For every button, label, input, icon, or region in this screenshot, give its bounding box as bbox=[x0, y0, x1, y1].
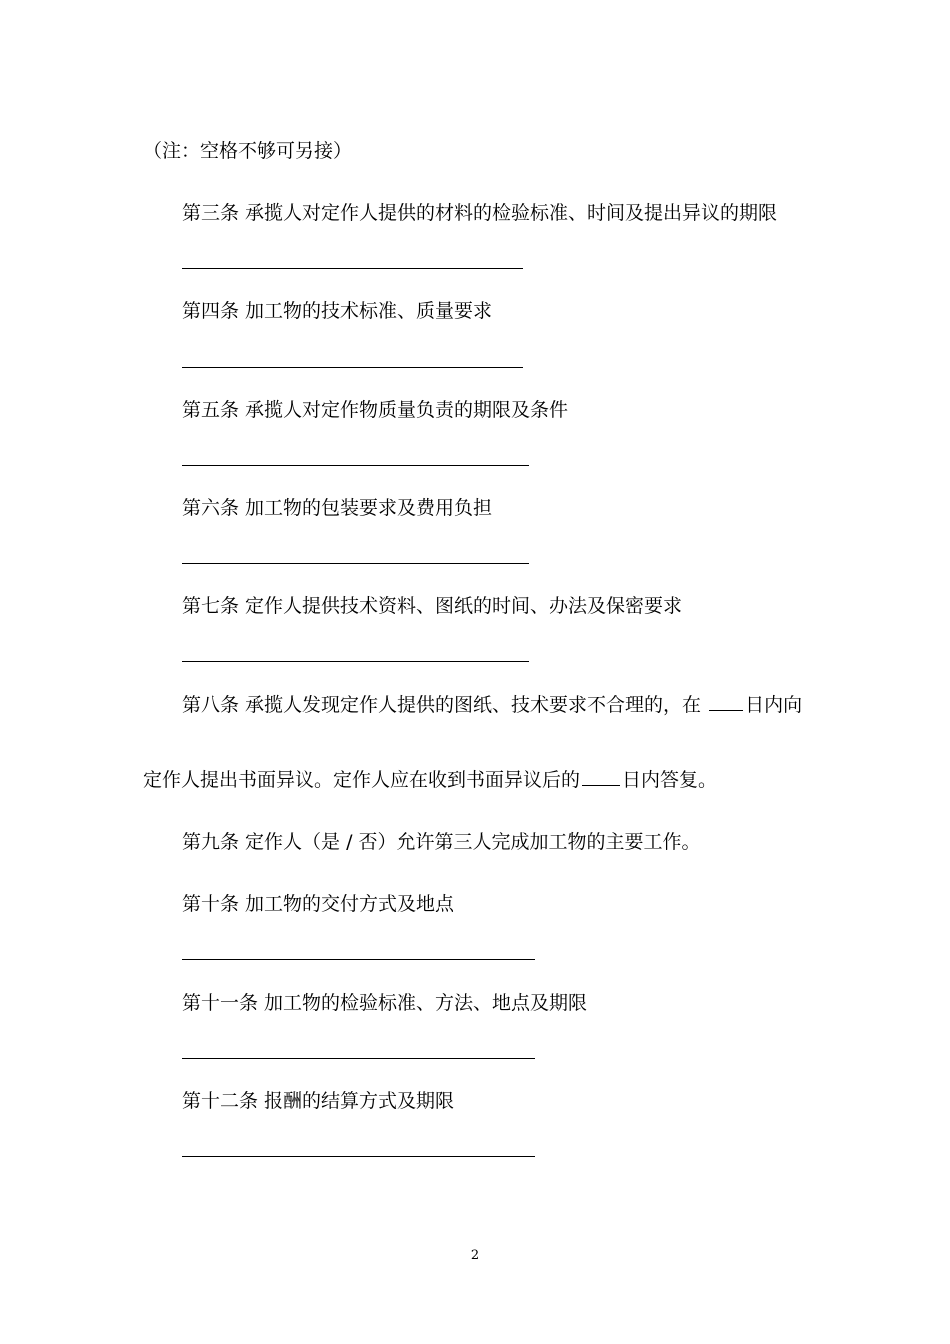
article-3: 第三条 承揽人对定作人提供的材料的检验标准、时间及提出异议的期限 bbox=[182, 202, 778, 224]
blank-line-article-10 bbox=[182, 959, 535, 960]
blank-line-article-12 bbox=[182, 1156, 535, 1157]
blank-line-article-7 bbox=[182, 661, 529, 662]
days-blank-1 bbox=[709, 693, 743, 711]
page-number: 2 bbox=[470, 1248, 480, 1263]
article-8-text-d: 日内答复。 bbox=[622, 769, 718, 791]
blank-line-article-6 bbox=[182, 563, 529, 564]
blank-line-article-5 bbox=[182, 465, 529, 466]
article-8-line-2 bbox=[143, 768, 717, 792]
article-10: 第十条 加工物的交付方式及地点 bbox=[182, 893, 455, 915]
article-9: 第九条 定作人（是 / 否）允许第三人完成加工物的主要工作。 bbox=[182, 831, 701, 853]
article-8-text-c: 定作人提出书面异议。定作人应在收到书面异议后的 bbox=[143, 769, 581, 791]
article-12: 第十二条 报酬的结算方式及期限 bbox=[182, 1090, 455, 1112]
days-blank-2 bbox=[582, 768, 620, 786]
blank-line-article-4 bbox=[182, 367, 523, 368]
article-5: 第五条 承揽人对定作物质量负责的期限及条件 bbox=[182, 399, 569, 421]
blank-line-article-3 bbox=[182, 268, 523, 269]
article-8-text-a: 第八条 承揽人发现定作人提供的图纸、技术要求不合理的，在 bbox=[182, 694, 702, 716]
article-7: 第七条 定作人提供技术资料、图纸的时间、办法及保密要求 bbox=[182, 595, 683, 617]
article-6: 第六条 加工物的包装要求及费用负担 bbox=[182, 497, 493, 519]
blank-line-article-11 bbox=[182, 1058, 535, 1059]
article-4: 第四条 加工物的技术标准、质量要求 bbox=[182, 300, 493, 322]
note: （注：空格不够可另接） bbox=[143, 140, 353, 162]
article-8-text-b: 日内向 bbox=[745, 694, 803, 716]
article-8-line-1 bbox=[182, 693, 802, 717]
article-11: 第十一条 加工物的检验标准、方法、地点及期限 bbox=[182, 992, 588, 1014]
